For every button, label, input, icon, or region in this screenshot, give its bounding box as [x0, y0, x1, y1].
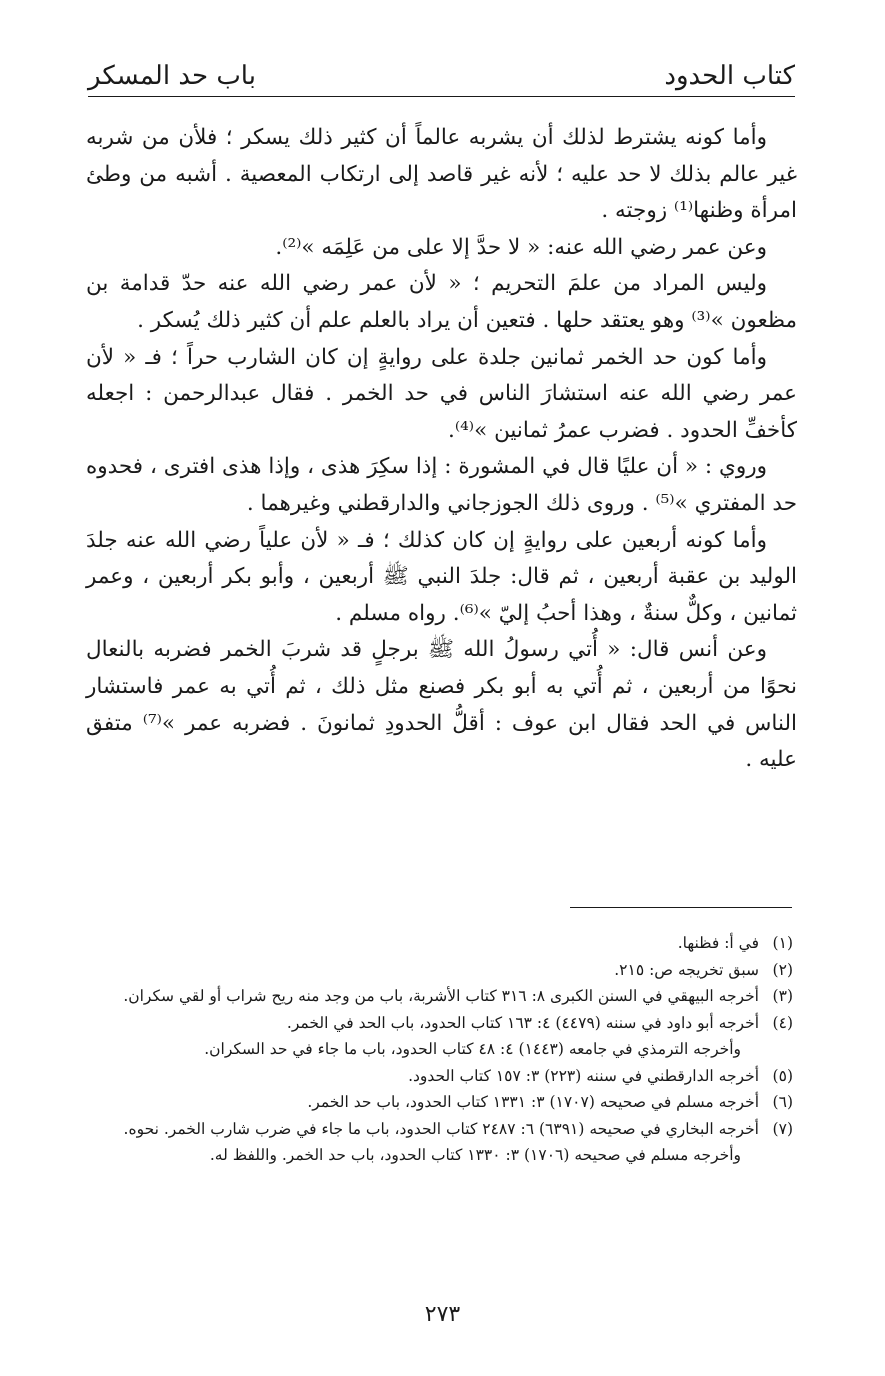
paragraph: وأما كونه يشترط لذلك أن يشربه عالماً أن كثير ذلك يسكر ؛ فلأن من شربه غير عالم بذلك لا حد عليه ؛ لأنه غير قاصد إلى ارتكاب المعصية . أشبه من وطئ امرأة وظنها⁽¹⁾ زوجته .: [86, 125, 797, 224]
running-header: [88, 50, 795, 96]
footnote-text: أخرجه أبو داود في سننه (٤٤٧٩) ٤: ١٦٣ كتاب الحدود، باب الحد في الخمر.: [286, 1013, 759, 1032]
footnote-divider: [570, 907, 792, 908]
paragraph: وأما كون حد الخمر ثمانين جلدة على روايةٍ إن كان الشارب حراً ؛ فـ « لأن عمر رضي الله عنه استشارَ الناس في حد الخمر . فقال عبدالرحمن : اجعله كأخفِّ الحدود . فضرب عمرُ ثمانين »⁽⁴⁾.: [86, 344, 797, 443]
section-title: باب حد المسكر: [88, 61, 256, 91]
chapter-title: كتاب الحدود: [664, 61, 795, 91]
paragraph: وأما كونه أربعين على روايةٍ إن كان كذلك ؛ فـ « لأن علياً رضي الله عنه جلدَ الوليد بن عقبة أربعين ، ثم قال: جلدَ النبي ﷺ أربعين ، وأبو بكر أربعين ، وعمر ثمانين ، وكلٌّ سنةٌ ، وهذا أحبُ إليّ »⁽⁶⁾. رواه مسلم .: [86, 527, 797, 626]
footnote-number: (٦): [772, 1093, 793, 1111]
footnote: [80, 930, 793, 957]
header-divider: [88, 96, 795, 97]
footnote-text: أخرجه البخاري في صحيحه (٦٣٩١) ٦: ٢٤٨٧ كتاب الحدود، باب ما جاء في ضرب شارب الخمر. نحوه.: [123, 1119, 759, 1138]
footnote-number: (٥): [772, 1066, 793, 1085]
footnote-number: (٧): [772, 1119, 793, 1138]
footnote: [80, 1010, 793, 1037]
paragraph: وليس المراد من علمَ التحريم ؛ « لأن عمر رضي الله عنه حدّ قدامة بن مظعون »⁽³⁾ وهو يعتقد حلها . فتعين أن يراد بالعلم علم أن كثير ذلك يُسكر .: [86, 271, 797, 333]
footnote-number: (٤): [772, 1013, 793, 1032]
footnote-number: (٣): [772, 987, 793, 1005]
page-number: ٢٧٣: [424, 1302, 461, 1327]
footnote-number: (٢): [772, 960, 793, 979]
footnote-text: سبق تخريجه ص: ٢١٥.: [614, 960, 759, 979]
main-text: [86, 120, 797, 779]
footnote-text: أخرجه البيهقي في السنن الكبرى ٨: ٣١٦ كتاب الأشربة، باب من وجد منه ريح شراب أو لقي سكران.: [123, 987, 759, 1005]
paragraph: وروي : « أن عليًا قال في المشورة : إذا سكِرَ هذى ، وإذا هذى افترى ، فحدوه حد المفتري »⁽⁵⁾ . وروى ذلك الجوزجاني والدارقطني وغيرهما .: [86, 454, 797, 516]
footnote-continuation: وأخرجه مسلم في صحيحه (١٧٠٦) ٣: ١٣٣٠ كتاب الحدود، باب حد الخمر. واللفظ له.: [209, 1146, 741, 1164]
footnotes: [80, 930, 793, 1169]
footnote: [80, 957, 793, 984]
footnote: [80, 1063, 793, 1090]
footnote: [80, 1116, 793, 1143]
paragraph: وعن عمر رضي الله عنه: « لا حدَّ إلا على من عَلِمَه »⁽²⁾.: [275, 234, 767, 260]
footnote-text: أخرجه مسلم في صحيحه (١٧٠٧) ٣: ١٣٣١ كتاب الحدود، باب حد الخمر.: [307, 1093, 759, 1111]
footnote: [80, 983, 793, 1010]
footnote-text: في أ: فظنها.: [677, 934, 759, 952]
footnote-text: أخرجه الدارقطني في سننه (٢٢٣) ٣: ١٥٧ كتاب الحدود.: [408, 1066, 759, 1085]
paragraph: وعن أنس قال: « أُتي رسولُ الله ﷺ برجلٍ قد شربَ الخمر فضربه بالنعال نحوًا من أربعين ، ثم أُتي به أبو بكر فصنع مثل ذلك ، ثم أُتي به عمر فاستشار الناس في الحد فقال ابن عوف : أقلُّ الحدودِ ثمانونَ . فضربه عمر »⁽⁷⁾ متفق عليه .: [86, 637, 797, 773]
footnote-number: (١): [772, 934, 793, 952]
footnote: [80, 1089, 793, 1116]
footnote-continuation: وأخرجه الترمذي في جامعه (١٤٤٣) ٤: ٤٨ كتاب الحدود، باب ما جاء في حد السكران.: [204, 1040, 741, 1058]
